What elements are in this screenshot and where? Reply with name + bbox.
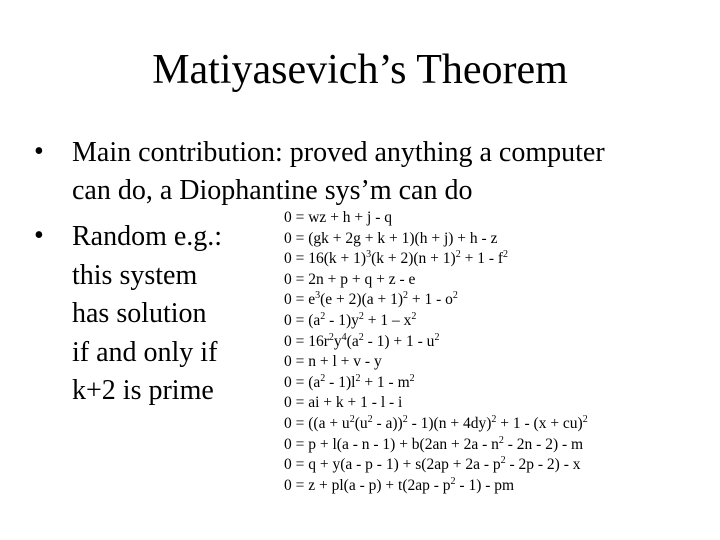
exponent: 2 bbox=[491, 413, 497, 425]
exponent: 2 bbox=[403, 290, 409, 302]
slide-title: Matiyasevich’s Theorem bbox=[152, 47, 568, 93]
bullet-text bbox=[72, 218, 222, 411]
exponent: 2 bbox=[328, 331, 334, 343]
exponent: 2 bbox=[411, 310, 417, 322]
exponent: 2 bbox=[452, 290, 458, 302]
exponent: 2 bbox=[582, 413, 588, 425]
exponent: 4 bbox=[341, 331, 347, 343]
equation: $0 = z + pl(a - p) + t(2ap - p^2 - 1)$ - pm bbox=[284, 475, 515, 494]
equation: $0 = (a^2 - 1)y^2 + 1 - x^2$ bbox=[284, 310, 417, 329]
equation: $0 = ((a + u^2(u^2 - a))^2 - 1)(n + 4dy)^2 + 1 - (x + cu)^2$ bbox=[284, 413, 588, 432]
bullet-line: can do, a Diophantine sys’m can do bbox=[72, 175, 473, 206]
bullet-line: k+2 is prime bbox=[72, 375, 214, 406]
exponent: 2 bbox=[358, 310, 364, 322]
bullet-main-contribution bbox=[34, 134, 694, 210]
exponent: 2 bbox=[349, 413, 355, 425]
exponent: 2 bbox=[358, 331, 364, 343]
exponent: 2 bbox=[409, 372, 415, 384]
exponent: 2 bbox=[320, 310, 326, 322]
equation: $0 = e^3(e + 2)(a + 1)^2 + 1 - o^2$ bbox=[284, 290, 458, 309]
equation: $0 = (a^2 - 1)l^2 + 1 - m^2$ bbox=[284, 372, 415, 391]
equation: $0 = 16(k + 1)^3(k + 2)(n + 1)^2 + 1 - f^2$ bbox=[284, 249, 509, 268]
exponent: 2 bbox=[503, 249, 509, 261]
bullet-random-example bbox=[34, 218, 264, 411]
equation: 0 = n + l + v - y bbox=[284, 353, 382, 371]
bullet-marker: • bbox=[34, 136, 44, 167]
exponent: 2 bbox=[367, 413, 373, 425]
exponent: 2 bbox=[450, 475, 456, 487]
equation-system bbox=[284, 208, 714, 496]
bullet-line: this system bbox=[72, 259, 198, 291]
exponent: 2 bbox=[455, 249, 461, 261]
equation: 0 = (gk + 2g + k + 1)(h + j) + h - z bbox=[284, 229, 498, 247]
equation: 0 = ai + k + 1 - l - i bbox=[284, 394, 403, 412]
bullet-line: if and only if bbox=[72, 336, 218, 368]
exponent: 2 bbox=[500, 455, 506, 467]
exponent: 2 bbox=[355, 372, 361, 384]
bullet-line: Main contribution: proved anything a computer bbox=[72, 137, 605, 168]
exponent: 3 bbox=[315, 290, 321, 302]
exponent: 2 bbox=[320, 372, 326, 384]
bullet-line: has solution bbox=[72, 298, 207, 329]
equation: $0 = 16r^2y^4(a^2 - 1) + 1 - u^2$ bbox=[284, 331, 440, 350]
exponent: 2 bbox=[434, 331, 440, 343]
exponent: 2 bbox=[498, 434, 504, 446]
exponent: 3 bbox=[366, 249, 372, 261]
equation: 0 = 2n + p + q + z - e bbox=[284, 270, 416, 288]
bullet-marker: • bbox=[34, 220, 44, 251]
equation: 0 = wz + h + j - q bbox=[284, 209, 393, 226]
bullet-text bbox=[72, 134, 605, 210]
equation: $0 = p + l(a - n - 1) + b(2an + 2a - n^2 - 2n - 2) - m$ bbox=[284, 434, 584, 453]
exponent: 2 bbox=[402, 413, 408, 425]
bullet-line: Random e.g.: bbox=[72, 221, 223, 252]
equation: $0 = q + y(a - p - 1) + s(2ap + 2a - p^2 - 2p - 2) - x$ bbox=[284, 455, 581, 474]
